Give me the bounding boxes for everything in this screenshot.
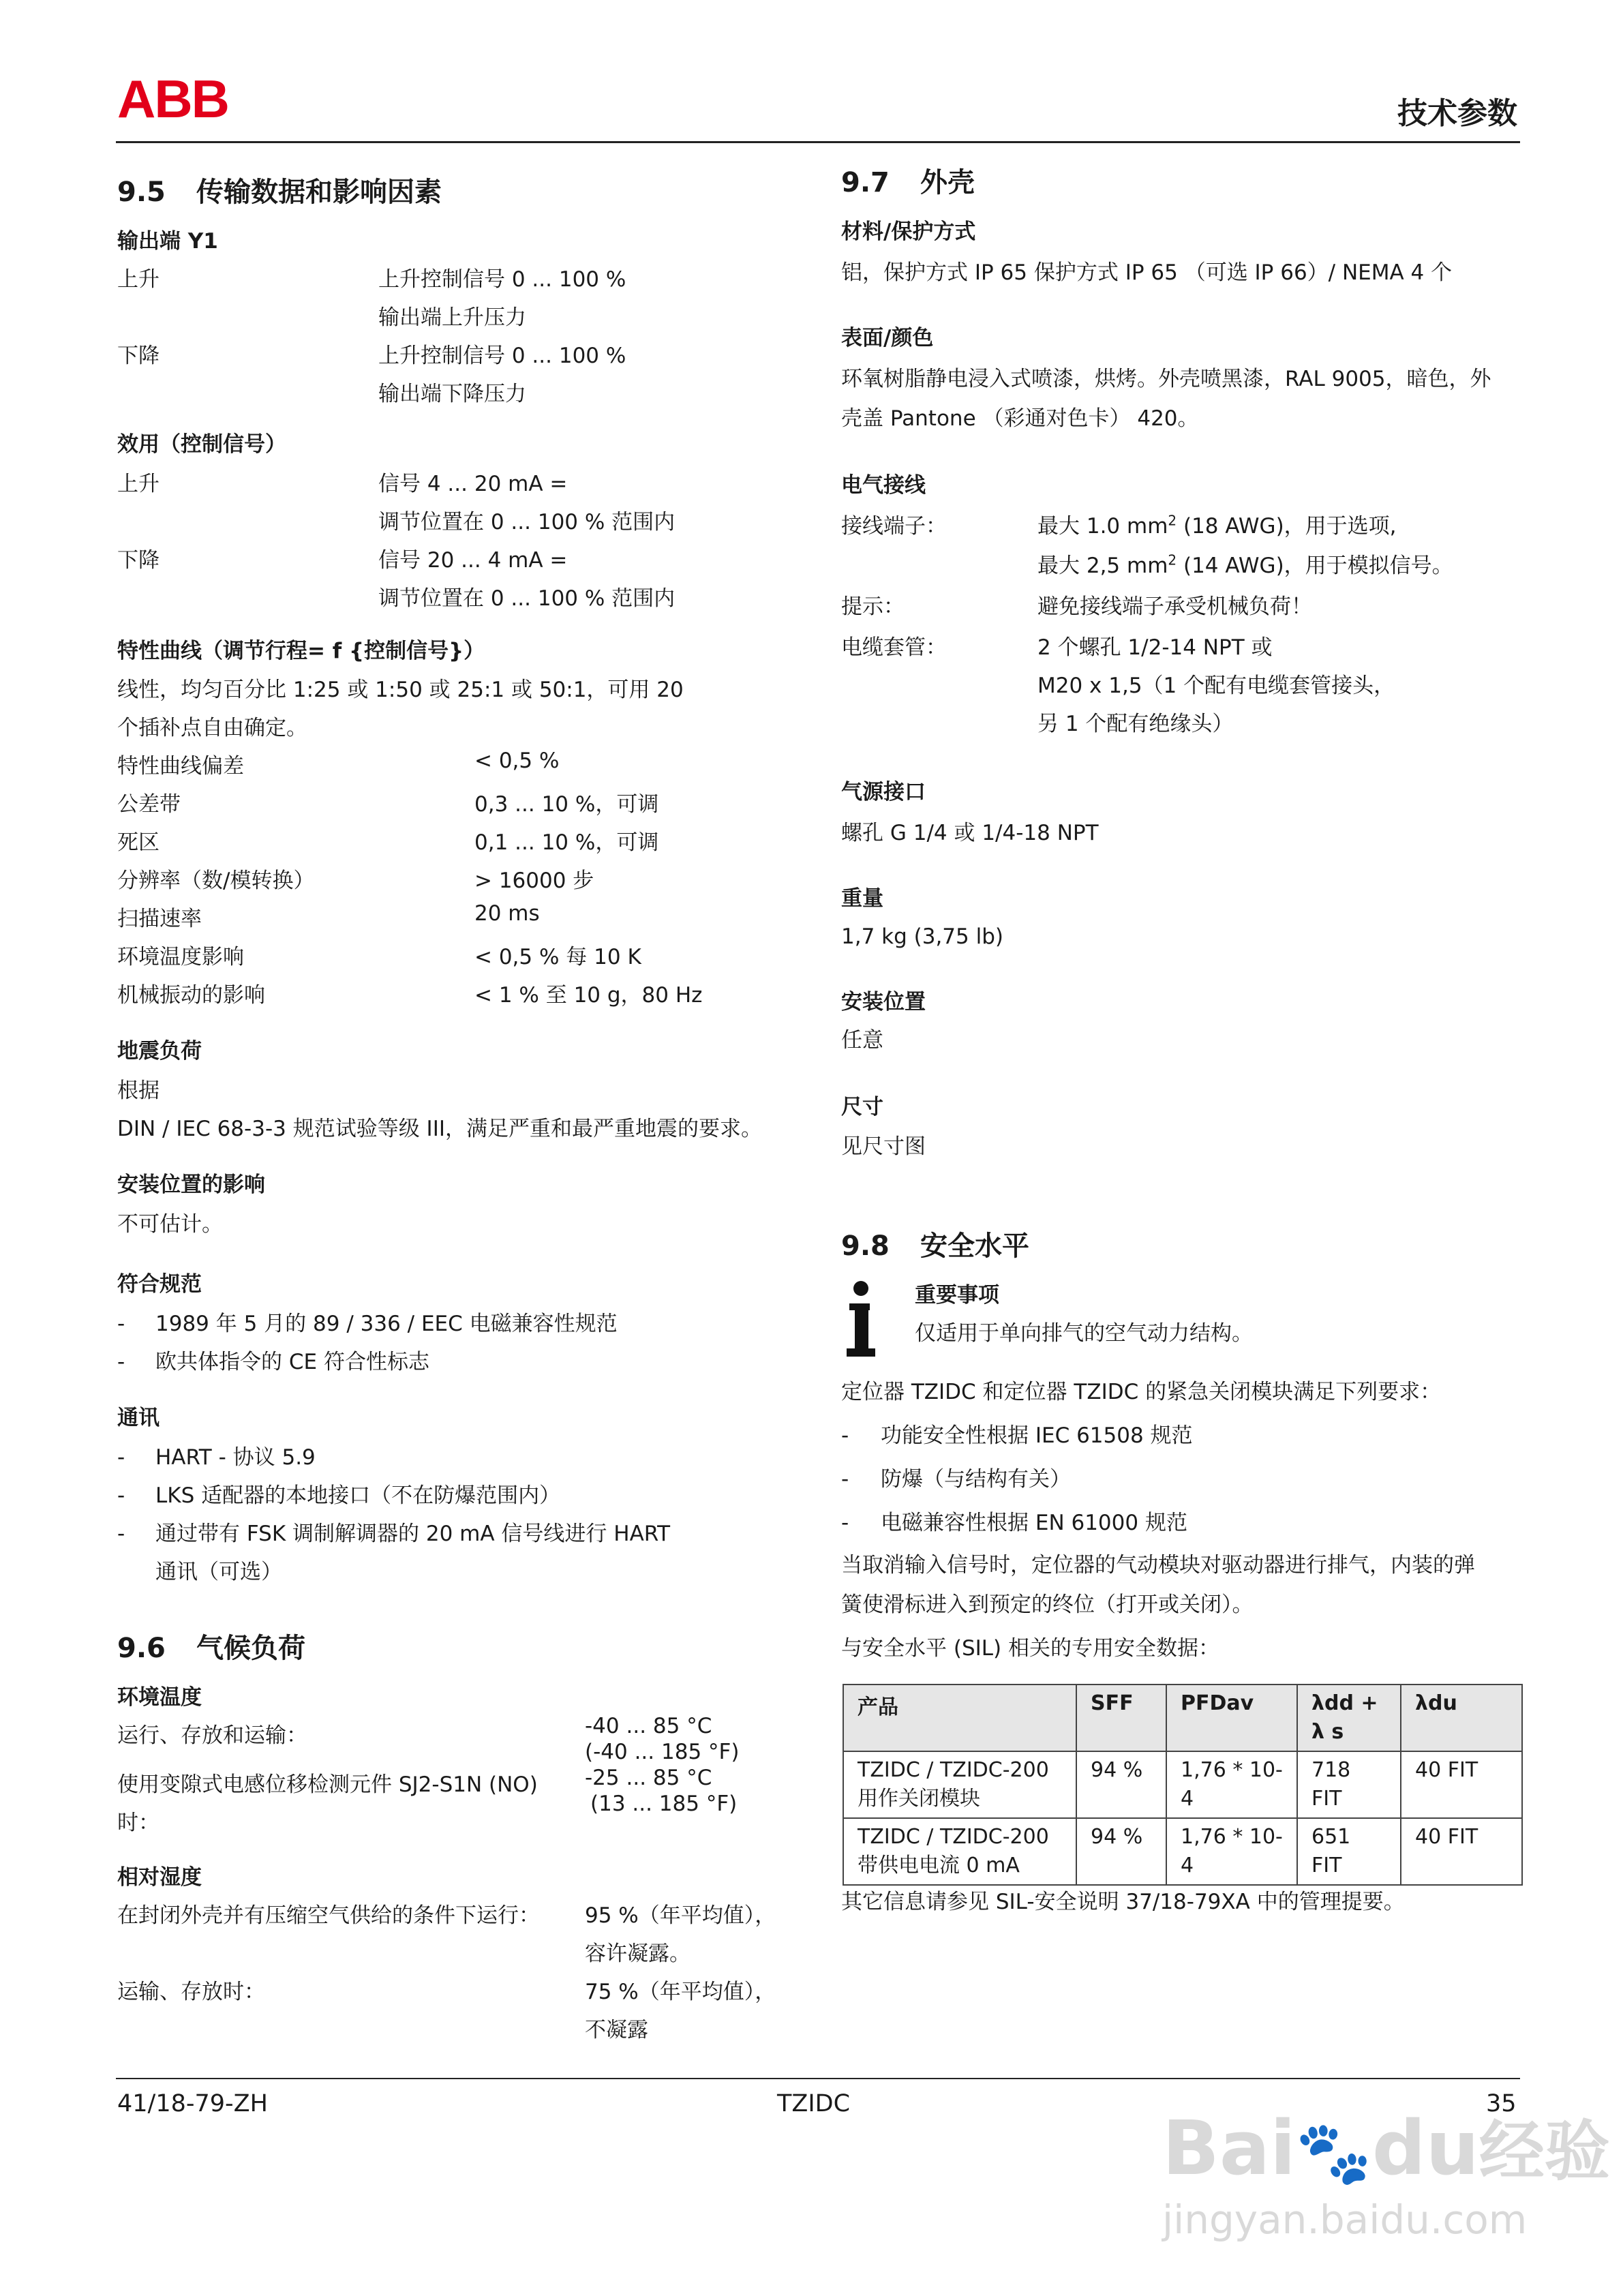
bullet-dash: - bbox=[117, 1522, 125, 1546]
bullet-dash: - bbox=[117, 1312, 125, 1336]
hint-value: 避免接线端子承受机械负荷！ bbox=[1037, 594, 1312, 619]
spec-value: < 0,5 % bbox=[474, 749, 560, 773]
effect-up-line-2: 调节位置在 0 ... 100 % 范围内 bbox=[378, 510, 676, 534]
safety-outro: 其它信息请参见 SIL-安全说明 37/18-79XA 中的管理提要。 bbox=[841, 1890, 1405, 1914]
bullet-dash: - bbox=[841, 1423, 849, 1448]
curve-line-2: 个插补点自由确定。 bbox=[117, 716, 307, 740]
cable-label: 电缆套管： bbox=[841, 635, 947, 660]
spec-value: 20 ms bbox=[474, 901, 540, 926]
table-cell: 718 FIT bbox=[1297, 1751, 1401, 1818]
watermark-logo: Bai🐾du经验 bbox=[1162, 2104, 1610, 2192]
surface-line-1: 环氧树脂静电浸入式喷漆，烘烤。外壳喷黑漆，RAL 9005，暗色，外 bbox=[841, 367, 1491, 391]
footer-product: TZIDC bbox=[777, 2090, 851, 2117]
sj-value-2: (13 ... 185 °F) bbox=[590, 1792, 738, 1816]
effect-heading: 效用（控制信号） bbox=[117, 432, 286, 457]
bullet-dash: - bbox=[841, 1511, 849, 1535]
seismic-line-2: DIN / IEC 68-3-3 规范试验等级 III，满足严重和最严重地震的要求。 bbox=[117, 1117, 762, 1141]
section-9-8-heading: 9.8 安全水平 bbox=[841, 1230, 1029, 1262]
surface-line-2: 壳盖 Pantone （彩通对色卡） 420。 bbox=[841, 406, 1199, 431]
table-cell: 40 FIT bbox=[1401, 1818, 1522, 1885]
material-text: 铝，保护方式 IP 65 保护方式 IP 65 （可选 IP 66）/ NEMA 4 个 bbox=[841, 260, 1453, 285]
terminal-value-2: 最大 2,5 $mm^2$ (14 AWG)，用于模拟信号。 bbox=[1037, 552, 1453, 578]
section-9-6-heading: 9.6 气候负荷 bbox=[117, 1633, 305, 1664]
spec-label: 特性曲线偏差 bbox=[117, 754, 244, 779]
cable-value-2: M20 x 1,5（1 个配有电缆套管接头， bbox=[1037, 674, 1395, 698]
spec-label: 环境温度影响 bbox=[117, 945, 244, 969]
table-cell: 1,76 * 10-4 bbox=[1166, 1818, 1297, 1885]
material-heading: 材料/保护方式 bbox=[841, 220, 976, 244]
weight-text: 1,7 kg (3,75 lb) bbox=[841, 924, 1003, 949]
table-cell: 40 FIT bbox=[1401, 1751, 1522, 1818]
ambient-temp-heading: 环境温度 bbox=[117, 1685, 202, 1710]
safety-paragraph-3: 与安全水平 (SIL) 相关的专用安全数据： bbox=[841, 1636, 1219, 1661]
table-header-row bbox=[843, 1685, 1522, 1751]
curve-line-1: 线性，均匀百分比 1:25 或 1:50 或 25:1 或 50:1，可用 20 bbox=[117, 678, 684, 702]
mount-position-heading: 安装位置 bbox=[841, 990, 926, 1014]
footer-doc-number: 41/18-79-ZH bbox=[117, 2090, 268, 2117]
conformity-item: 欧共体指令的 CE 符合性标志 bbox=[155, 1350, 429, 1374]
hint-label: 提示： bbox=[841, 594, 905, 619]
footer-page-number: 35 bbox=[1486, 2090, 1517, 2117]
effect-down-line-2: 调节位置在 0 ... 100 % 范围内 bbox=[378, 586, 676, 611]
dimensions-heading: 尺寸 bbox=[841, 1095, 883, 1119]
header-lambda-dd-s: λdd + λ s bbox=[1297, 1685, 1401, 1751]
curve-heading: 特性曲线（调节行程= f {控制信号}） bbox=[117, 639, 485, 663]
header-lambda-du: λdu bbox=[1401, 1685, 1522, 1751]
bullet-dash: - bbox=[117, 1483, 125, 1508]
humidity-1-value-2: 容许凝露。 bbox=[585, 1942, 691, 1966]
spec-value: < 0,5 % 每 10 K bbox=[474, 945, 641, 969]
dimensions-text: 见尺寸图 bbox=[841, 1134, 926, 1159]
humidity-1-value-1: 95 %（年平均值）， bbox=[585, 1903, 776, 1928]
conformity-heading: 符合规范 bbox=[117, 1272, 202, 1297]
communication-heading: 通讯 bbox=[117, 1406, 160, 1430]
surface-heading: 表面/颜色 bbox=[841, 326, 934, 350]
operation-label: 运行、存放和运输： bbox=[117, 1723, 307, 1748]
bullet-dash: - bbox=[117, 1445, 125, 1470]
note-text: 仅适用于单向排气的空气动力结构。 bbox=[915, 1321, 1253, 1346]
humidity-1-label: 在封闭外壳并有压缩空气供给的条件下运行： bbox=[117, 1903, 540, 1928]
footer-rule bbox=[116, 2078, 1520, 2079]
logo-text: ABB bbox=[117, 75, 228, 124]
safety-intro: 定位器 TZIDC 和定位器 TZIDC 的紧急关闭模块满足下列要求： bbox=[841, 1380, 1442, 1404]
spec-label: 死区 bbox=[117, 830, 160, 855]
table-cell: 94 % bbox=[1076, 1751, 1166, 1818]
spec-value: 0,1 ... 10 %，可调 bbox=[474, 830, 659, 855]
section-9-7-heading: 9.7 外壳 bbox=[841, 167, 975, 198]
humidity-2-value-2: 不凝露 bbox=[585, 2018, 648, 2042]
spec-value: 0,3 ... 10 %，可调 bbox=[474, 792, 659, 817]
header-rule bbox=[116, 141, 1520, 143]
spec-label: 公差带 bbox=[117, 792, 181, 817]
effect-up-label: 上升 bbox=[117, 472, 160, 496]
spec-label: 分辨率（数/模转换） bbox=[117, 868, 315, 893]
safety-item: 电磁兼容性根据 EN 61000 规范 bbox=[881, 1511, 1187, 1535]
table-cell: 1,76 * 10-4 bbox=[1166, 1751, 1297, 1818]
safety-item: 防爆（与结构有关） bbox=[881, 1467, 1071, 1492]
down-line-1: 上升控制信号 0 ... 100 % bbox=[378, 344, 626, 368]
up-line-1: 上升控制信号 0 ... 100 % bbox=[378, 267, 626, 292]
page-header-title: 技术参数 bbox=[1397, 96, 1517, 131]
spec-label: 机械振动的影响 bbox=[117, 983, 265, 1008]
terminal-value-1: 最大 1.0 $mm^2$ (18 AWG)，用于选项, bbox=[1037, 512, 1397, 539]
header-pfdav: PFDav bbox=[1166, 1685, 1297, 1751]
air-supply-text: 螺孔 G 1/4 或 1/4-18 NPT bbox=[841, 821, 1099, 845]
humidity-heading: 相对湿度 bbox=[117, 1865, 202, 1890]
communication-item: 通过带有 FSK 调制解调器的 20 mA 信号线进行 HART bbox=[155, 1522, 671, 1546]
cable-value-1: 2 个螺孔 1/2-14 NPT 或 bbox=[1037, 635, 1273, 660]
table-cell: TZIDC / TZIDC-200 用作关闭模块 bbox=[843, 1751, 1076, 1818]
abb-logo bbox=[117, 75, 240, 124]
seismic-line-1: 根据 bbox=[117, 1078, 160, 1103]
table-cell: TZIDC / TZIDC-200 带供电电流 0 mA bbox=[843, 1818, 1076, 1885]
humidity-2-label: 运输、存放时： bbox=[117, 1980, 265, 2004]
up-label: 上升 bbox=[117, 267, 160, 292]
spec-label: 扫描速率 bbox=[117, 907, 202, 931]
effect-down-line-1: 信号 20 ... 4 mA = bbox=[378, 548, 568, 573]
weight-heading: 重量 bbox=[841, 886, 883, 911]
paw-icon: 🐾 bbox=[1295, 2117, 1372, 2189]
operation-value-2: (-40 ... 185 °F) bbox=[585, 1740, 740, 1764]
terminal-label: 接线端子： bbox=[841, 514, 947, 539]
air-supply-heading: 气源接口 bbox=[841, 780, 926, 804]
humidity-2-value-1: 75 %（年平均值）， bbox=[585, 1980, 776, 2004]
effect-up-line-1: 信号 4 ... 20 mA = bbox=[378, 472, 568, 496]
operation-value-1: -40 ... 85 °C bbox=[585, 1714, 712, 1738]
sj-label-2: 时： bbox=[117, 1811, 160, 1835]
spec-value: > 16000 步 bbox=[474, 868, 594, 893]
safety-paragraph-1: 当取消输入信号时，定位器的气动模块对驱动器进行排气，内装的弹 bbox=[841, 1553, 1475, 1577]
table-cell: 651 FIT bbox=[1297, 1818, 1401, 1885]
up-line-2: 输出端上升压力 bbox=[378, 305, 526, 330]
down-line-2: 输出端下降压力 bbox=[378, 382, 526, 406]
communication-item: LKS 适配器的本地接口（不在防爆范围内） bbox=[155, 1483, 561, 1508]
bullet-dash: - bbox=[117, 1350, 125, 1374]
electrical-heading: 电气接线 bbox=[841, 473, 926, 498]
watermark-url: jingyan.baidu.com bbox=[1162, 2196, 1528, 2243]
safety-paragraph-2: 簧使滑标进入到预定的终位（打开或关闭）。 bbox=[841, 1592, 1254, 1617]
sil-table bbox=[843, 1684, 1523, 1886]
effect-down-label: 下降 bbox=[117, 548, 160, 573]
sj-label-1: 使用变隙式电感位移检测元件 SJ2-S1N (NO) bbox=[117, 1772, 538, 1797]
down-label: 下降 bbox=[117, 344, 160, 368]
header-product: 产品 bbox=[843, 1685, 1076, 1751]
spec-value: < 1 % 至 10 g，80 Hz bbox=[474, 983, 703, 1008]
seismic-heading: 地震负荷 bbox=[117, 1039, 202, 1063]
sj-value-1: -25 ... 85 °C bbox=[585, 1766, 712, 1790]
info-icon bbox=[844, 1280, 878, 1359]
mount-influence-heading: 安装位置的影响 bbox=[117, 1173, 265, 1197]
safety-item: 功能安全性根据 IEC 61508 规范 bbox=[881, 1423, 1193, 1448]
conformity-item: 1989 年 5 月的 89 / 336 / EEC 电磁兼容性规范 bbox=[155, 1312, 618, 1336]
note-heading: 重要事项 bbox=[915, 1283, 999, 1308]
communication-item: HART - 协议 5.9 bbox=[155, 1445, 316, 1470]
mount-position-text: 任意 bbox=[841, 1028, 883, 1053]
mount-influence-text: 不可估计。 bbox=[117, 1212, 223, 1237]
bullet-dash: - bbox=[841, 1467, 849, 1492]
cable-value-3: 另 1 个配有绝缘头） bbox=[1037, 712, 1234, 736]
communication-item-cont: 通讯（可选） bbox=[155, 1560, 282, 1584]
section-9-5-heading: 9.5 传输数据和影响因素 bbox=[117, 177, 442, 208]
table-row bbox=[843, 1751, 1522, 1818]
header-sff: SFF bbox=[1076, 1685, 1166, 1751]
table-row bbox=[843, 1818, 1522, 1885]
table-cell: 94 % bbox=[1076, 1818, 1166, 1885]
output-heading: 输出端 Y1 bbox=[117, 229, 218, 254]
